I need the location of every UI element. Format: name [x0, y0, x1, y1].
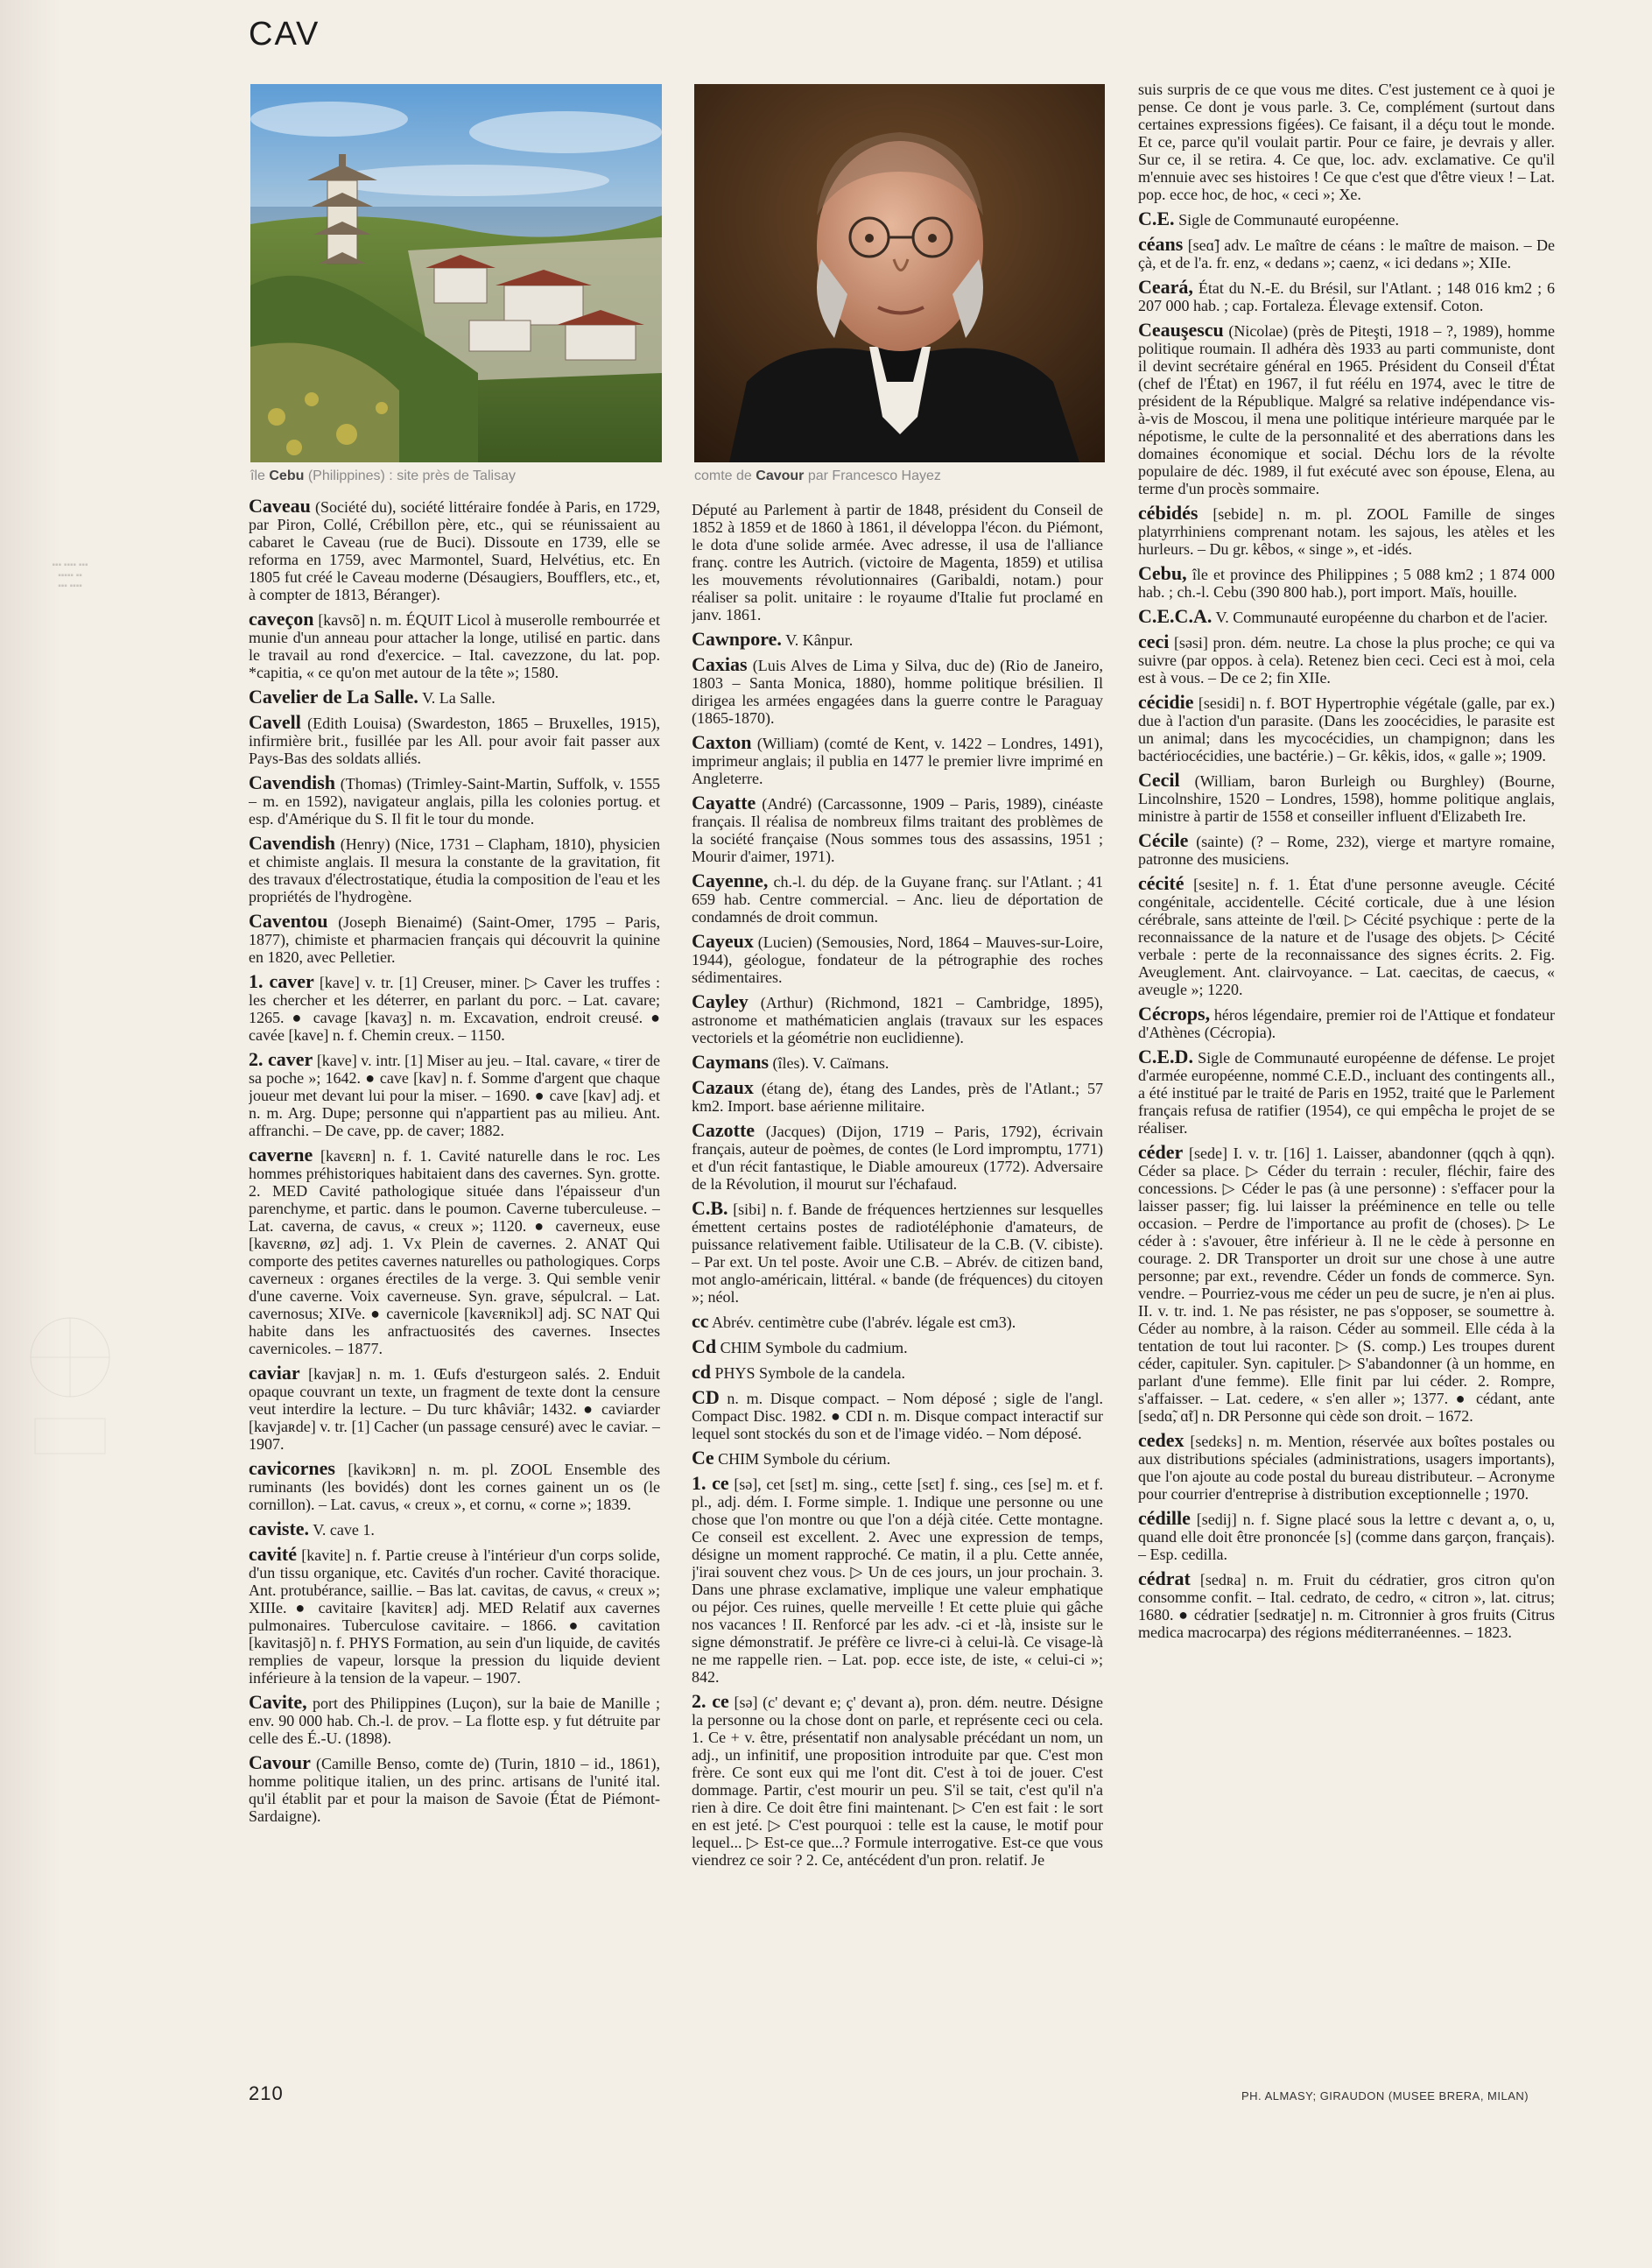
- caption-rest: par Francesco Hayez: [807, 468, 941, 483]
- entry-headword: Cawnpore.: [692, 628, 782, 650]
- entry-headword: cedex: [1138, 1429, 1185, 1451]
- entry-headword: Caveau: [249, 497, 311, 517]
- entry-definition: Abrév. centimètre cube (l'abrév. légale est cm3).: [712, 1314, 1016, 1331]
- dictionary-entry: [1138, 1048, 1555, 1137]
- entry-definition: [sibi] n. f. Bande de fréquences hertziennes sur lesquelles émettent certains postes de radiotéléphonie d'amateurs, de puissance relativement faible. Utilisateur de la C.B. (V. cibiste). – Par ext. Un tel poste. Avoir une C.B. – Abrév. de citizen band, mot anglo-américain, littéral. « bande (de fréquences) du citoyen »; néol.: [692, 1201, 1103, 1306]
- entry-definition: [kavsõ] n. m. ÉQUIT Licol à muserolle rembourrée et munie d'un anneau pour attacher la longe, utilisé en partic. dans le travail au rond d'exercice. – Ital. cavezzone, du lat. pop. *capitia, « ce qu'on met autour de la tête »; 1580.: [249, 611, 660, 681]
- column-middle: [692, 501, 1103, 2103]
- entry-headword: Cayeux: [692, 930, 754, 952]
- cavour-portrait: [694, 84, 1105, 462]
- entry-definition: héros légendaire, premier roi de l'Attique et fondateur d'Athènes (Cécropia).: [1138, 1006, 1555, 1041]
- dictionary-entry: [692, 1335, 1103, 1357]
- entry-definition: port des Philippines (Luçon), sur la baie de Manille ; env. 90 000 hab. Ch.-l. de prov. – La flotte esp. y fut détruite par celle des É.-U. (1898).: [249, 1694, 660, 1747]
- dictionary-entry: [1138, 691, 1555, 764]
- dictionary-entry: [249, 497, 660, 603]
- entry-definition: V. Communauté européenne du charbon et de l'acier.: [1215, 609, 1548, 626]
- entry-headword: Cayley: [692, 990, 749, 1012]
- entry-definition: (Camille Benso, comte de) (Turin, 1810 – id., 1861), homme politique italien, un des princ. artisans de l'unité ital. qu'il établit par et pour la maison de Savoie (État de Piémont-Sardaigne).: [249, 1755, 660, 1825]
- entry-headword: Cavour: [249, 1751, 311, 1773]
- dictionary-entry: [692, 1310, 1103, 1332]
- entry-definition: (Lucien) (Semousies, Nord, 1864 – Mauves-sur-Loire, 1944), géologue, fondateur de la pétrographie des roches sédimentaires.: [692, 933, 1103, 986]
- dictionary-entry: [692, 1197, 1103, 1306]
- dictionary-entry: [1138, 321, 1555, 497]
- entry-definition: (William, baron Burleigh ou Burghley) (Bourne, Lincolnshire, 1520 – Londres, 1598), homme politique anglais, ministre à partir de 1558 et conseiller influent d'Elizabeth Ire.: [1138, 772, 1555, 825]
- cebu-photo: [250, 84, 662, 462]
- guide-word: CAV: [249, 16, 320, 53]
- entry-headword: Cécile: [1138, 829, 1189, 851]
- entry-definition: (Edith Louisa) (Swardeston, 1865 – Bruxelles, 1915), infirmière brit., fusillée par les All. pour avoir fait passer aux Pays-Bas des soldats alliés.: [249, 715, 660, 767]
- entry-headword: 2. caver: [249, 1048, 313, 1070]
- entry-definition: (André) (Carcassonne, 1909 – Paris, 1989), cinéaste français. Il réalisa de nombreux films traitant des problèmes de la société française (Nous sommes tous des assassins, 1951 ; Mourir d'aimer, 1971).: [692, 795, 1103, 865]
- dictionary-entry: [249, 771, 660, 828]
- photo-credits: PH. ALMASY; GIRAUDON (MUSEE BRERA, MILAN): [1241, 2089, 1529, 2102]
- dictionary-entry: [249, 1751, 660, 1825]
- entry-definition: Député au Parlement à partir de 1848, président du Conseil de 1852 à 1859 et de 1860 à 1861, il développa l'écon. du Piémont, le dota d'une solide armée. Avec adresse, il usa de l'alliance franç. contre les Autrich. (victoire de Magenta, 1859) et utilisa les mouvements révolutionnaires (Garibaldi, notam.) pour réaliser sa polit. unitaire : le royaume d'Italie fut proclamé en janv. 1861.: [692, 501, 1103, 623]
- entry-definition: [sede] I. v. tr. [16] 1. Laisser, abandonner (qqch à qqn). Céder sa place. ▷ Céder du terrain : reculer, fléchir, faire des concessions. ▷ Céder le pas (à une personne) : s'effacer pour la laisser passer; fig. lui laisser la prééminence en telle ou telle occasion. – Perdre de l'importance au profit de (choses). ▷ Le céder à : s'avouer, être inférieur à. Il ne le cède à personne en courage. 2. DR Transporter un droit sur une chose à une autre personne; par ext., revendre. Céder un fonds de commerce. Syn. vendre. – Pourriez-vous me céder un peu de sucre, je n'en ai plus. II. v. tr. ind. 1. Ne pas résister, ne pas s'opposer, se soumettre à. Céder au nombre, à la raison. Céder au sommeil. Elle céda à la tentation de tout lui raconter. ▷ (S. comp.) Les troupes durent céder, capituler. Syn. capituler. ▷ S'abandonner (à un homme, en parlant d'une femme). Elle finit par lui céder. 2. Rompre, s'affaisser. – Lat. cedere, « s'en aller »; 1377. ● cédant, ante [sedɑ̃, ɑ̃t] n. DR Personne qui cède son droit. – 1672.: [1138, 1145, 1555, 1425]
- dictionary-entry: [249, 970, 660, 1044]
- dictionary-entry: [692, 1363, 1103, 1382]
- entry-headword: Cayatte: [692, 792, 756, 814]
- entry-headword: C.B.: [692, 1197, 728, 1219]
- cavour-portrait-image: [694, 84, 1105, 462]
- dictionary-entry: [692, 1053, 1103, 1072]
- entry-headword: cédille: [1138, 1507, 1191, 1529]
- entry-definition: [kavjaʀ] n. m. 1. Œufs d'esturgeon salés. 2. Enduit opaque couvrant un texte, un fragment de texte dont la censure veut interdire la lecture. – Du turc khâviâr; 1432. ● caviarder [kavjaʀde] v. tr. [1] Cacher (un passage censuré) avec le caviar. – 1907.: [249, 1365, 660, 1453]
- entry-definition: [sə] (c' devant e; ç' devant a), pron. dém. neutre. Désigne la personne ou la chose dont on parle, et représente ceci ou cela. 1. Ce + v. être, présentatif non analysable précédant un nom, un adj., un infinitif, une proposition introduite par que. C'est mon frère. Ce sont eux qui me l'ont dit. C'est à toi de jouer. C'est dommage. Partir, c'est mourir un peu. S'il se tait, c'est qu'il n'a rien à dire. Ce doit être fini maintenant. ▷ C'en est fait : le sort en est jeté. ▷ C'est pourquoi : telle est la cause, le motif pour lequel... ▷ Est-ce que...? Formule interrogative. Est-ce que vous viendrez ce soir ? 2. Ce, antécédent d'un pron. relatif. Je: [692, 1694, 1103, 1869]
- dictionary-entry: [249, 1048, 660, 1139]
- entry-definition: (Jacques) (Dijon, 1719 – Paris, 1792), écrivain français, auteur de poèmes, de contes (le Lord impromptu, 1771) et d'un récit fantastique, le Diable amoureux (1772). Adversaire de la Révolution, il mourut sur l'échafaud.: [692, 1123, 1103, 1193]
- dictionary-entry: [692, 630, 1103, 649]
- cebu-caption: [250, 468, 516, 484]
- dictionary-entry: [1138, 1429, 1555, 1503]
- entry-headword: Cavelier de La Salle.: [249, 686, 418, 708]
- dictionary-entry: [692, 990, 1103, 1046]
- dictionary-entry: [249, 832, 660, 905]
- entry-definition: (Luis Alves de Lima y Silva, duc de) (Rio de Janeiro, 1803 – Santa Monica, 1880), homme politique brésilien. Il dirigea les armées engagées dans la guerre contre le Paraguay (1865-1870).: [692, 657, 1103, 727]
- dictionary-entry: [692, 1690, 1103, 1869]
- entry-headword: Cavite,: [249, 1691, 307, 1713]
- entry-definition: (Nicolae) (près de Piteşti, 1918 – ?, 1989), homme politique roumain. Il adhéra dès 1933 au parti communiste, dont il devint secrétaire général en 1965. Président du Conseil d'État (chef de l'État) en 1967, il fut réélu en 1974, avec le titre de président de la République. Malgré sa relative indépendance vis-à-vis de Moscou, il mena une politique intérieure marquée par le népotisme, le culte de la personnalité et des aberrations dans les domaines économique et social. Déchu lors de la révolte populaire de déc. 1989, il fut exécuté avec son épouse, Elena, au terme d'un procès sommaire.: [1138, 322, 1555, 497]
- caption-prefix: île: [250, 468, 265, 483]
- entry-definition: (Arthur) (Richmond, 1821 – Cambridge, 1895), astronome et mathématicien anglais (travaux sur les espaces vectoriels et la géométrie non euclidienne).: [692, 994, 1103, 1046]
- column-right: [1138, 81, 1555, 2112]
- entry-definition: (Henry) (Nice, 1731 – Clapham, 1810), physicien et chimiste anglais. Il mesura la constante de la gravitation, fit des travaux d'électrostatique, étudia la composition de l'eau et les propriétés de l'hydrogène.: [249, 835, 660, 905]
- dictionary-entry: [692, 794, 1103, 865]
- entry-headword: Cavell: [249, 711, 301, 733]
- bleed-through-text: ▪▪▪ ▪▪▪▪ ▪▪▪ ▪▪▪▪▪ ▪▪ ▪▪▪ ▪▪▪▪: [52, 560, 88, 591]
- caption-prefix: comte de: [694, 468, 752, 483]
- entry-definition: CHIM Symbole du cadmium.: [720, 1339, 908, 1356]
- entry-headword: cécité: [1138, 872, 1185, 894]
- dictionary-entry: [692, 1386, 1103, 1442]
- entry-definition: V. Kânpur.: [785, 631, 854, 649]
- bleed-through-map: [18, 1296, 123, 1475]
- entry-headword: 2. ce: [692, 1690, 729, 1712]
- entry-definition: ch.-l. du dép. de la Guyane franç. sur l'Atlant. ; 41 659 hab. Centre commercial. – Anc. lieu de déportation de condamnés de droit commun.: [692, 873, 1103, 926]
- dictionary-entry: [692, 1449, 1103, 1468]
- entry-headword: Ceauşescu: [1138, 319, 1224, 341]
- entry-headword: Cazotte: [692, 1119, 756, 1141]
- entry-headword: céans: [1138, 233, 1184, 255]
- entry-headword: C.E.C.A.: [1138, 605, 1213, 627]
- dictionary-entry: [1138, 630, 1555, 687]
- dictionary-entry: [249, 610, 660, 681]
- entry-definition: suis surpris de ce que vous me dites. C'est justement ce à quoi je pense. Ce dont je vous parle. 3. Ce, complément (surtout dans certaines expressions figées). Ce faisant, il a déçu tout le monde. Et ce, parce qu'il voulait partir. Pour ce faire, je devrais y aller. Sur ce, il se retira. 4. Ce que, loc. adv. exclamative. Ce qu'il m'ennuie avec ses histoires ! Ce que c'est que d'être vieux ! – Lat. pop. ecce hoc, de hoc, « ceci »; Xe.: [1138, 81, 1555, 203]
- entry-definition: [sedʀa] n. m. Fruit du cédratier, gros citron qu'on consomme confit. – Ital. cedrato, de cedro, « citron », lat. citrus; 1680. ● cédratier [sedʀatje] n. m. Citronnier à gros fruits (Citrus medica macrocarpa) des régions méditerranéennes. – 1823.: [1138, 1571, 1555, 1641]
- entry-definition: [kavɛʀn] n. f. 1. Cavité naturelle dans le roc. Les hommes préhistoriques habitaient dans des cavernes. Syn. grotte. 2. MED Cavité pathologique située dans l'épaisseur d'un parenchyme, et partic. dans le poumon. Caverne tuberculeuse. – Lat. caverna, de cavus, « creux »; 1120. ● caverneux, euse [kavɛʀnø, øz] adj. 1. Vx Plein de cavernes. 2. ANAT Qui comporte des petites cavernes naturelles ou pathologiques. Corps caverneux : organes érectiles de la verge. 3. Qui semble venir d'une caverne. Voix caverneuse. Syn. grave, sépulcral. – Lat. cavernosus; XIVe. ● cavernicole [kavɛʀnikɔl] adj. SC NAT Qui habite dans les anfractuosités des cavernes. Insectes cavernicoles. – 1877.: [249, 1147, 660, 1357]
- entry-headword: 1. ce: [692, 1472, 729, 1494]
- entry-definition: (William) (comté de Kent, v. 1422 – Londres, 1491), imprimeur anglais; il publia en 1477 le premier livre imprimé en Angleterre.: [692, 735, 1103, 787]
- entry-definition: [sesite] n. f. 1. État d'une personne aveugle. Cécité congénitale, accidentelle. Cécité corticale, due à une lésion cérébrale, sans atteinte de l'œil. ▷ Cécité psychique : perte de la reconnaissance de la nature et de l'usage des objets. ▷ Cécité verbale : perte de la reconnaissance des signes écrits. 2. Fig. Aveuglement. Ant. clairvoyance. – Lat. caecitas, de caecus, « aveugle »; 1220.: [1138, 876, 1555, 998]
- entry-headword: caveçon: [249, 608, 314, 630]
- entry-headword: Ce: [692, 1447, 714, 1469]
- entry-headword: Cavendish: [249, 771, 336, 793]
- entry-definition: île et province des Philippines ; 5 088 km2 ; 1 874 000 hab. ; ch.-l. Cebu (390 800 hab.), port import. Maïs, houille.: [1138, 566, 1555, 601]
- entry-headword: céder: [1138, 1141, 1184, 1163]
- page-number: 210: [249, 2082, 284, 2104]
- dictionary-entry: [692, 653, 1103, 727]
- dictionary-entry: [249, 912, 660, 966]
- entry-definition: [kave] v. tr. [1] Creuser, miner. ▷ Caver les truffes : les chercher et les déterrer, en parlant du porc. – Lat. cavare; 1265. ● cavage [kavaʒ] n. m. Excavation, endroit creusé. ● cavée [kave] n. f. Chemin creux. – 1150.: [249, 974, 660, 1044]
- entry-headword: Caxias: [692, 653, 748, 675]
- dictionary-entry: [1138, 1005, 1555, 1041]
- dictionary-entry: [249, 1691, 660, 1747]
- dictionary-entry: [249, 1146, 660, 1357]
- dictionary-entry: [1138, 278, 1555, 314]
- dictionary-entry: [249, 1457, 660, 1513]
- dictionary-entry: [1138, 562, 1555, 601]
- entry-headword: caviar: [249, 1362, 300, 1384]
- entry-definition: Sigle de Communauté européenne de défense. Le projet d'armée européenne, nommé C.E.D., incluant des contingents all., a été institué par le traité de Paris en 1952, traité que le Parlement français refusa de ratifier (1954), ce qui empêcha le projet de se réaliser.: [1138, 1049, 1555, 1137]
- dictionary-entry: [692, 1119, 1103, 1193]
- entry-headword: 1. caver: [249, 970, 314, 992]
- entry-definition: État du N.-E. du Brésil, sur l'Atlant. ; 148 016 km2 ; 6 207 000 hab. ; cap. Fortaleza. Élevage extensif. Coton.: [1138, 279, 1555, 314]
- entry-headword: Cavendish: [249, 832, 336, 854]
- entry-headword: C.E.: [1138, 208, 1175, 229]
- dictionary-entry: [692, 1472, 1103, 1686]
- entry-definition: Sigle de Communauté européenne.: [1178, 211, 1399, 229]
- dictionary-entry: [1138, 81, 1555, 203]
- entry-headword: Ceará,: [1138, 276, 1193, 298]
- cebu-temple-landscape-image: [250, 84, 662, 462]
- entry-definition: [səsi] pron. dém. neutre. La chose la plus proche; ce qui va suivre (par oppos. à cela). Retenez bien ceci. Ceci est à moi, cela est à vous. – De ce 2; fin XIIe.: [1138, 634, 1555, 687]
- dictionary-entry: [692, 872, 1103, 926]
- dictionary-entry: [1138, 1507, 1555, 1563]
- dictionary-entry: [1138, 771, 1555, 825]
- entry-headword: Cécrops,: [1138, 1003, 1211, 1025]
- dictionary-entry: [1138, 605, 1555, 627]
- entry-headword: cavicornes: [249, 1457, 335, 1479]
- entry-headword: Cebu,: [1138, 562, 1187, 584]
- caption-rest: (Philippines) : site près de Talisay: [307, 468, 516, 483]
- dictionary-entry: [1138, 504, 1555, 558]
- entry-definition: (sainte) (? – Rome, 232), vierge et martyre romaine, patronne des musiciens.: [1138, 833, 1555, 868]
- dictionary-entry: [249, 711, 660, 767]
- binding-shadow: [0, 0, 61, 2268]
- caption-bold: Cavour: [756, 468, 805, 483]
- entry-definition: n. m. Disque compact. – Nom déposé ; sigle de l'angl. Compact Disc. 1982. ● CDI n. m. Disque compact interactif sur lequel sont stockés du son et de l'image vidéo. – Nom déposé.: [692, 1390, 1103, 1442]
- entry-definition: (îles). V. Caïmans.: [772, 1054, 889, 1072]
- entry-definition: V. La Salle.: [422, 689, 496, 707]
- cavour-caption: [694, 468, 941, 484]
- entry-definition: V. cave 1.: [313, 1521, 375, 1539]
- dictionary-entry: [1138, 1567, 1555, 1641]
- dictionary-entry: [692, 501, 1103, 623]
- entry-definition: [sə], cet [sɛt] m. sing., cette [sɛt] f. sing., ces [se] m. et f. pl., adj. dém. I. Forme simple. 1. Indique une personne ou une chose que l'on montre ou que l'on a déjà citée. Cette montagne. Ce conseil est excellent. 2. Avec une expression de temps, désigne un moment rapproché. Ce matin, il a plu. Cette année, j'irai souvent chez vous. ▷ Un de ces jours, un jour prochain. 3. Dans une phrase exclamative, implique une valeur emphatique ou péjor. Ces ruines, quelle merveille ! Et cette pluie qui gâche nos vacances ! II. Renforcé par les adv. -ci et -là, insiste sur le signe démonstratif. Je préfère ce livre-ci à celui-là. Ce visage-là ne me rappelle rien. – Lat. pop. ecce iste, de iste, « celui-ci »; 842.: [692, 1476, 1103, 1686]
- entry-definition: [sedij] n. f. Signe placé sous la lettre c devant a, o, u, quand elle doit être prononcée [s] (comme dans garçon, français). – Esp. cedilla.: [1138, 1511, 1555, 1563]
- dictionary-entry: [249, 1364, 660, 1453]
- entry-headword: cavité: [249, 1543, 297, 1565]
- dictionary-entry: [249, 688, 660, 707]
- entry-definition: [sesidi] n. f. BOT Hypertrophie végétale (galle, par ex.) due à l'action d'un parasite. (Dans les zoocécidies, le parasite est un animal; dans les mycocécidies, un champignon; dans les bactériocécidies, une bactérie.) – Gr. kêkis, idos, « galle »; 1909.: [1138, 694, 1555, 764]
- dictionary-entry: [1138, 1141, 1555, 1425]
- entry-headword: C.E.D.: [1138, 1046, 1193, 1067]
- entry-headword: cébidés: [1138, 502, 1199, 524]
- entry-definition: [kavikɔʀn] n. m. pl. ZOOL Ensemble des ruminants (les bovidés) dont les cornes gainent un os (le cornillon). – Lat. cavus, « creux », et cornu, « corne »; 1839.: [249, 1461, 660, 1513]
- entry-definition: (Joseph Bienaimé) (Saint-Omer, 1795 – Paris, 1877), chimiste et pharmacien français qui découvrit la quinine en 1820, avec Pelletier.: [249, 913, 660, 966]
- entry-definition: [sebide] n. m. pl. ZOOL Famille de singes platyrrhiniens comprenant notam. les sajous, les atèles et les hurleurs. – Du gr. kêbos, « singe », et -idés.: [1138, 505, 1555, 558]
- entry-definition: [kave] v. intr. [1] Miser au jeu. – Ital. cavare, « tirer de sa poche »; 1642. ● cave [kav] n. f. Somme d'argent que chaque joueur met devant lui pour la miser. – 1690. ● cave [kav] adj. et n. m. Arg. Dupe; personne qui n'appartient pas au milieu. Ant. affranchi. – De cave, pp. de caver; 1882.: [249, 1052, 660, 1139]
- entry-headword: Cd: [692, 1335, 717, 1357]
- dictionary-entry: [1138, 233, 1555, 271]
- entry-headword: Cayenne,: [692, 870, 769, 891]
- entry-headword: CD: [692, 1386, 720, 1408]
- entry-headword: caviste.: [249, 1518, 310, 1539]
- dictionary-entry: [692, 1076, 1103, 1115]
- entry-definition: [kavite] n. f. Partie creuse à l'intérieur d'un corps solide, d'un tissu organique, etc. Cavités d'un rocher. Cavité thoracique. Ant. protubérance, saillie. – Bas lat. cavitas, de cavus, « creux »; XIIIe. ● cavitaire [kavitɛʀ] adj. MED Relatif aux cavernes pulmonaires. Tuberculose cavitaire. – 1866. ● cavitation [kavitasjõ] n. f. PHYS Formation, au sein d'un liquide, de cavités remplies de vapeur, lorsque la pression du liquide devient inférieure à la tension de la vapeur. – 1907.: [249, 1546, 660, 1687]
- entry-headword: Cazaux: [692, 1076, 754, 1098]
- entry-headword: ceci: [1138, 630, 1170, 652]
- entry-definition: [seɑ̃] adv. Le maître de céans : le maître de maison. – De çà, et de l'a. fr. enz, « dedans »; caenz, « ici dedans »; XIIe.: [1138, 236, 1555, 271]
- caption-bold: Cebu: [269, 468, 305, 483]
- dictionary-entry: [1138, 872, 1555, 998]
- dictionary-entry: [249, 1520, 660, 1539]
- dictionary-entry: [692, 930, 1103, 986]
- entry-definition: PHYS Symbole de la candela.: [714, 1364, 905, 1382]
- entry-definition: CHIM Symbole du cérium.: [718, 1450, 891, 1468]
- dictionary-entry: [249, 1543, 660, 1687]
- entry-headword: cd: [692, 1361, 711, 1383]
- entry-headword: cécidie: [1138, 691, 1194, 713]
- dictionary-entry: [692, 731, 1103, 787]
- entry-headword: Caventou: [249, 910, 328, 932]
- entry-definition: (étang de), étang des Landes, près de l'Atlant.; 57 km2. Import. base aérienne militaire.: [692, 1080, 1103, 1115]
- dictionary-entry: [1138, 210, 1555, 229]
- entry-definition: [sedɛks] n. m. Mention, réservée aux boîtes postales ou aux distributions spéciales (administrations, usagers importants), que l'on ajoute au code postal du bureau distributeur. – Acronyme pour courrier d'entreprise à distribution exceptionnelle ; 1970.: [1138, 1433, 1555, 1503]
- entry-headword: Cecil: [1138, 769, 1180, 791]
- entry-definition: (Thomas) (Trimley-Saint-Martin, Suffolk, v. 1555 – m. en 1592), navigateur anglais, pilla les colonies portug. et esp. d'Amérique du S. Il fit le tour du monde.: [249, 775, 660, 828]
- entry-headword: cédrat: [1138, 1567, 1191, 1589]
- entry-headword: Caxton: [692, 731, 752, 753]
- column-left: [249, 497, 660, 2074]
- entry-headword: Caymans: [692, 1051, 770, 1073]
- entry-definition: (Société du), société littéraire fondée à Paris, en 1729, par Piron, Collé, Crébillon père, etc., qui se réunissaient au cabaret le Caveau (rue de Buci). Dissoute en 1739, elle se reforma en 1759, avec Marmontel, Suard, Helvétius, etc. En 1805 fut créé le Caveau moderne (Désaugiers, Boufflers, etc., et, à compter de 1813, Béranger).: [249, 498, 660, 603]
- dictionary-entry: [1138, 829, 1555, 868]
- entry-headword: cc: [692, 1310, 709, 1332]
- entry-headword: caverne: [249, 1144, 313, 1166]
